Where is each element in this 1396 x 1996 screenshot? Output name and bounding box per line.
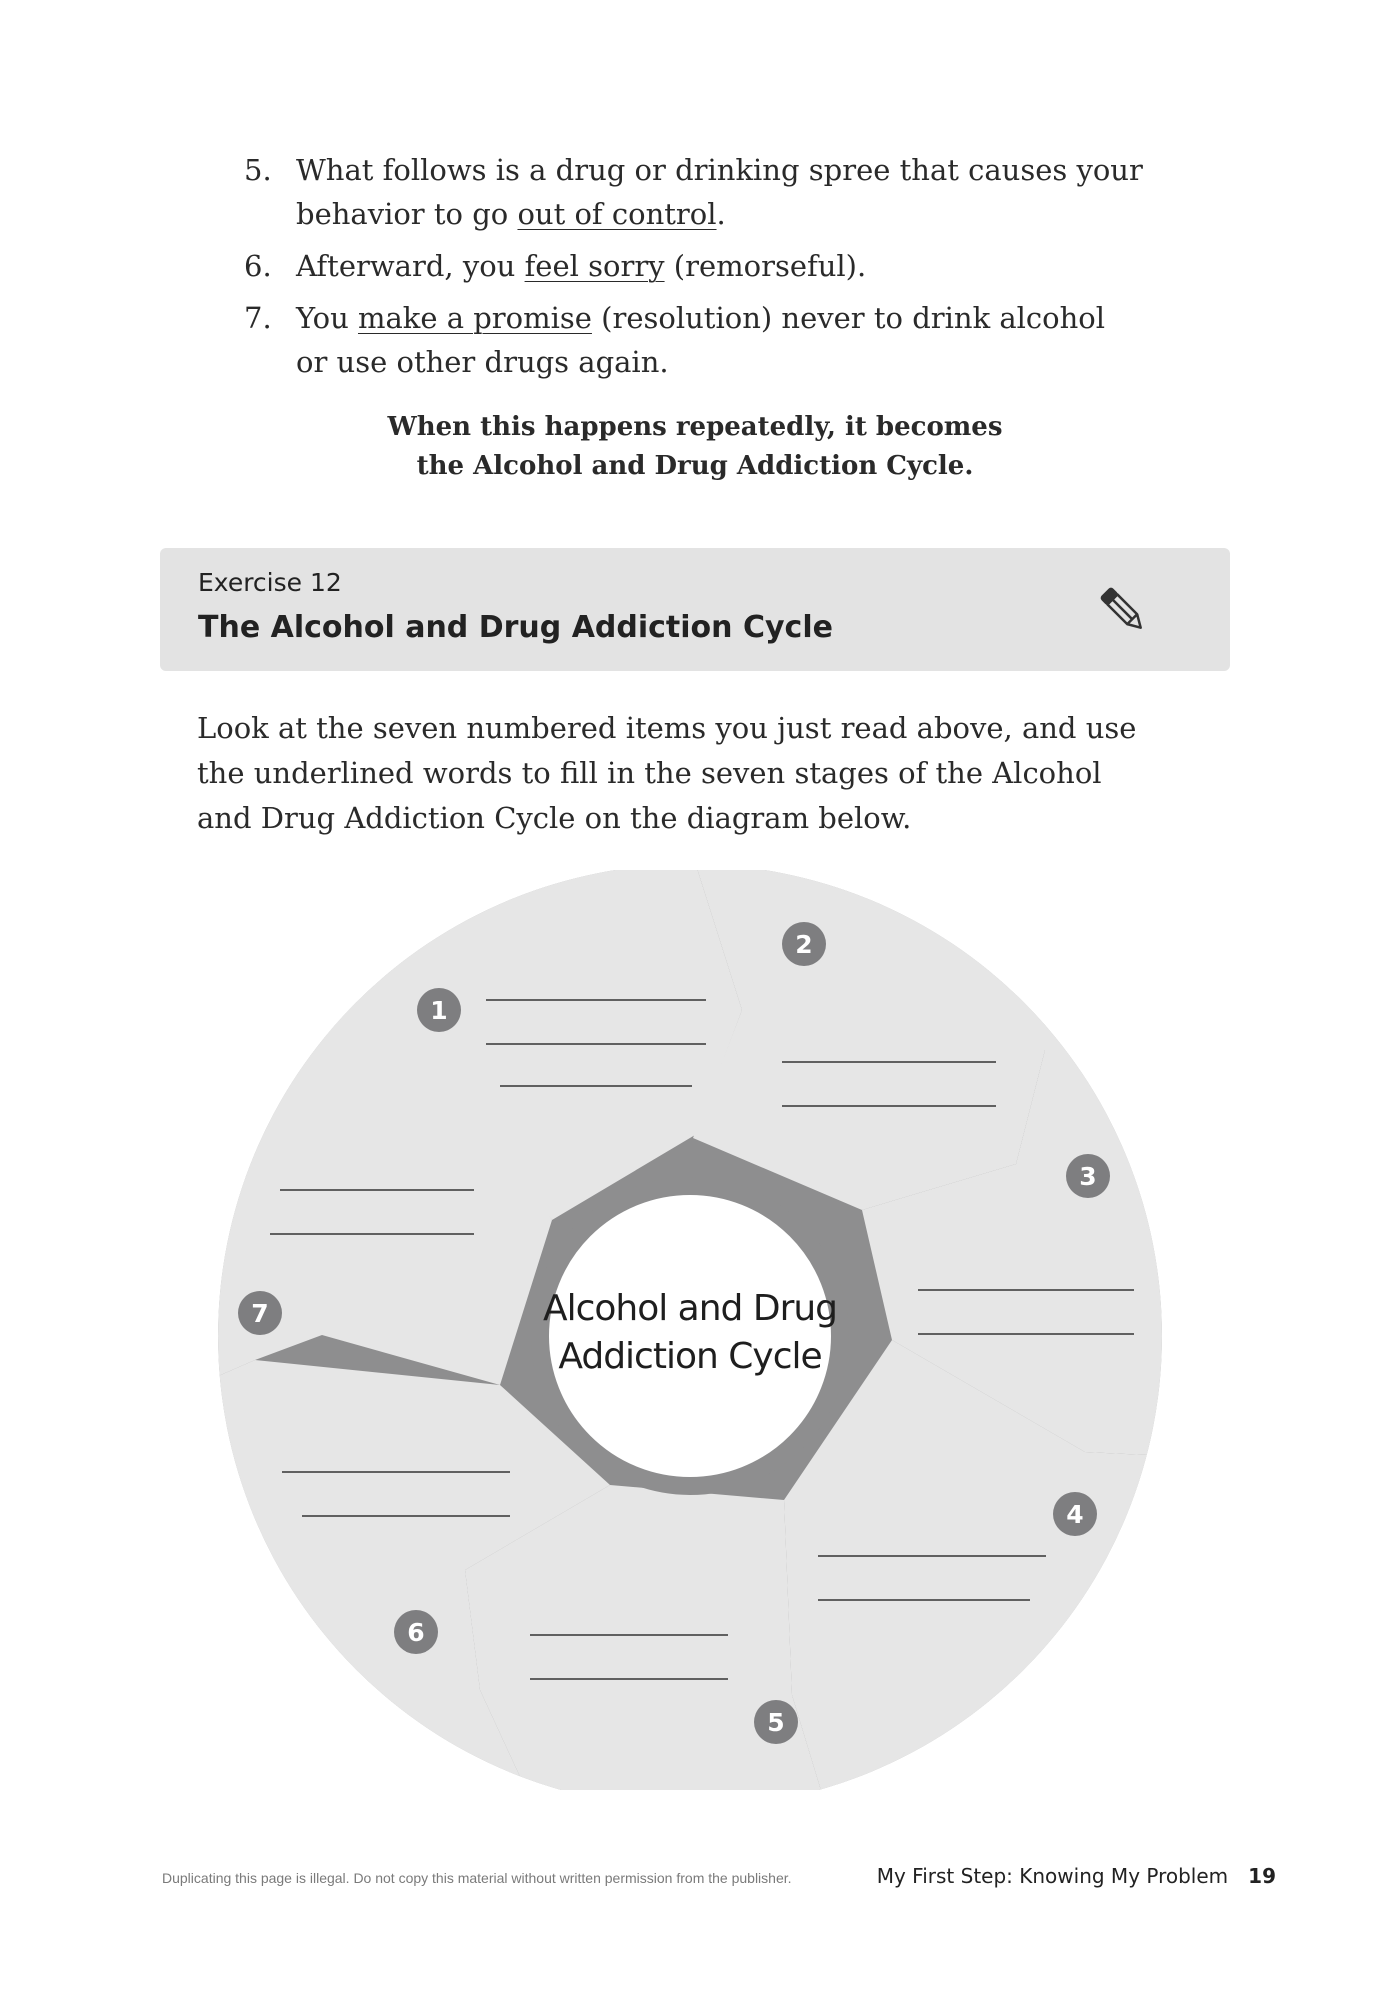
cycle-callout — [300, 408, 1090, 486]
stage-1-number: 1 — [430, 996, 448, 1025]
stage-1-badge — [417, 988, 461, 1032]
list-text-end: (resolution) never to drink alcohol or use other drugs again. — [296, 301, 1106, 379]
list-number: 5. — [244, 153, 272, 187]
page-footer — [877, 1864, 1276, 1888]
list-text-end: . — [716, 197, 726, 231]
list-number: 6. — [244, 249, 272, 283]
underlined-term: out of control — [517, 197, 717, 231]
stage-5-badge — [754, 1700, 798, 1744]
list-item — [244, 244, 1144, 288]
list-item — [244, 148, 1144, 236]
addiction-cycle-diagram — [0, 870, 1396, 1790]
stage-7-badge — [238, 1291, 282, 1335]
section-title: My First Step: Knowing My Problem — [876, 1864, 1229, 1888]
list-text-end: (remorseful). — [664, 249, 867, 283]
callout-line-2: the Alcohol and Drug Addiction Cycle. — [416, 451, 974, 481]
list-text: Afterward, you — [296, 249, 525, 283]
list-text: You — [296, 301, 358, 335]
underlined-term: feel sorry — [524, 249, 665, 283]
exercise-instructions: Look at the seven numbered items you just read above, and use the underlined words to fill in the seven stages of the Alcohol and Drug Addiction Cycle on the diagram below. — [197, 711, 1137, 835]
stage-3-number: 3 — [1079, 1162, 1097, 1191]
stage-4-number: 4 — [1066, 1500, 1084, 1529]
stage-3-badge — [1066, 1154, 1110, 1198]
list-text: What follows is a drug or drinking spree that causes your behavior to go — [296, 153, 1143, 231]
stage-5-number: 5 — [767, 1708, 785, 1737]
underlined-term: make a promise — [357, 301, 592, 335]
stage-4-badge — [1053, 1492, 1097, 1536]
callout-line-1: When this happens repeatedly, it becomes — [387, 412, 1003, 442]
stage-7-number: 7 — [251, 1299, 269, 1328]
center-label-line-2: Addiction Cycle — [558, 1336, 822, 1377]
list-item — [244, 296, 1144, 384]
stage-2-badge — [782, 922, 826, 966]
exercise-label: Exercise 12 — [198, 568, 342, 597]
exercise-header — [160, 548, 1230, 671]
pencil-icon — [1095, 582, 1151, 638]
stage-6-number: 6 — [407, 1618, 425, 1647]
center-label-line-1: Alcohol and Drug — [542, 1288, 838, 1329]
copyright-notice: Duplicating this page is illegal. Do not copy this material without written permission from the publisher. — [162, 1870, 792, 1886]
list-number: 7. — [244, 301, 272, 335]
stage-6-badge — [394, 1610, 438, 1654]
exercise-title: The Alcohol and Drug Addiction Cycle — [198, 610, 833, 645]
stage-2-number: 2 — [795, 930, 813, 959]
numbered-list — [244, 148, 1144, 392]
page-number: 19 — [1248, 1864, 1276, 1888]
